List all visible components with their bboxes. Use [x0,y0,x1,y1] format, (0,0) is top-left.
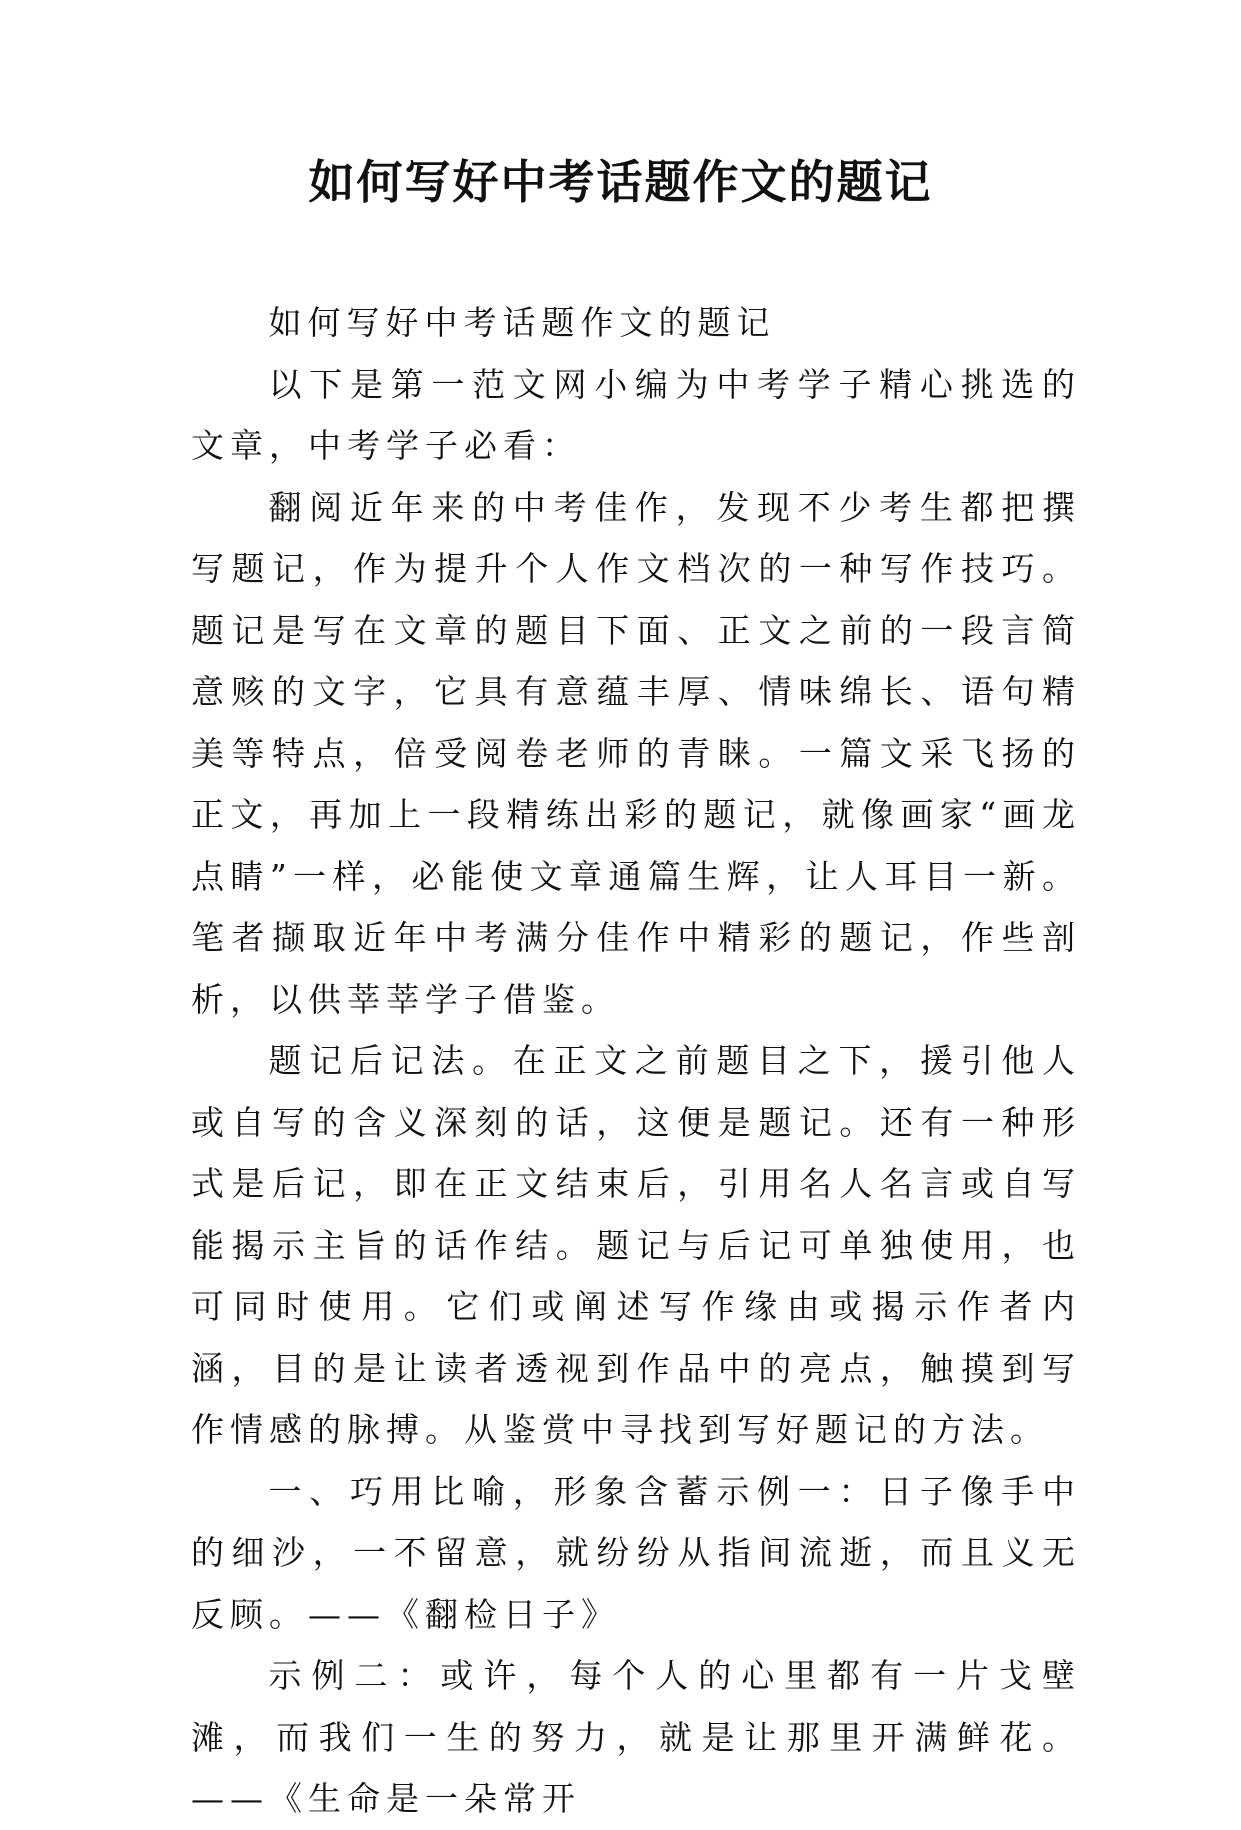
paragraph-example-one: 一、巧用比喻，形象含蓄示例一：日子像手中的细沙，一不留意，就纷纷从指间流逝，而且义无反顾。——《翻检日子》 [191,1471,1081,1634]
paragraph-heading-repeat: 如何写好中考话题作文的题记 [268,303,776,342]
document-body [191,292,1081,1830]
paragraph-intro: 以下是第一范文网小编为中考学子精心挑选的文章，中考学子必看： [191,364,1081,465]
paragraph-overview: 翻阅近年来的中考佳作，发现不少考生都把撰写题记，作为提升个人作文档次的一种写作技巧。题记是写在文章的题目下面、正文之前的一段言简意赅的文字，它具有意蕴丰厚、情味绵长、语句精美等特点，倍受阅卷老师的青睐。一篇文采飞扬的正文，再加上一段精练出彩的题记，就像画家“画龙点睛”一样，必能使文章通篇生辉，让人耳目一新。笔者撷取近年中考满分佳作中精彩的题记，作些剖析，以供莘莘学子借鉴。 [191,487,1081,1019]
paragraph-method: 题记后记法。在正文之前题目之下，援引他人或自写的含义深刻的话，这便是题记。还有一种形式是后记，即在正文结束后，引用名人名言或自写能揭示主旨的话作结。题记与后记可单独使用，也可同时使用。它们或阐述写作缘由或揭示作者内涵，目的是让读者透视到作品中的亮点，触摸到写作情感的脉搏。从鉴赏中寻找到写好题记的方法。 [191,1041,1081,1449]
paragraph-example-two: 示例二：或许，每个人的心里都有一片戈壁滩，而我们一生的努力，就是让那里开满鲜花。——《生命是一朵常开 [191,1656,1081,1818]
document-title: 如何写好中考话题作文的题记 [308,155,933,209]
